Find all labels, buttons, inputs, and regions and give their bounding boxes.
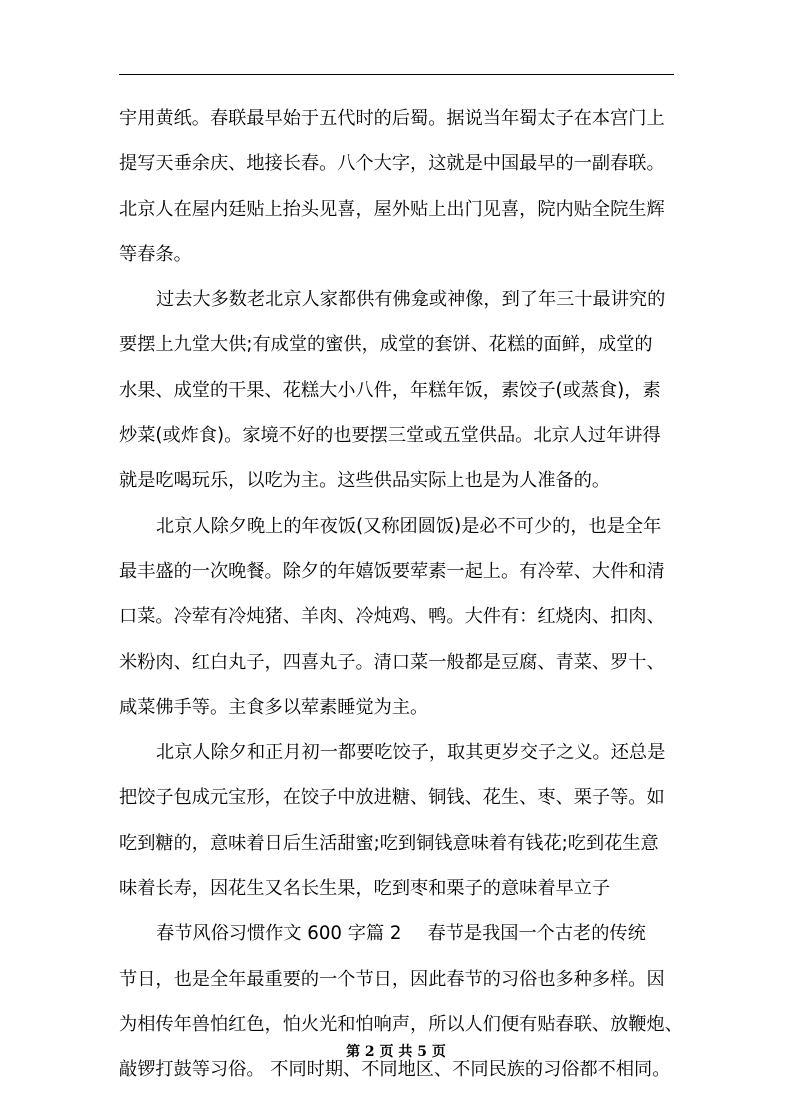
- text-line: 节日，也是全年最重要的一个节日，因此春节的习俗也多种多样。因: [119, 968, 665, 990]
- header-rule: [119, 74, 674, 75]
- text-line: 就是吃喝玩乐，以吃为主。这些供品实际上也是为人准备的。: [119, 470, 611, 492]
- text-line: 要摆上九堂大供;有成堂的蜜供，成堂的套饼、花糕的面鲜，成堂的: [119, 334, 653, 356]
- text-line: 敲锣打鼓等习俗。 不同时期、不同地区、不同民族的习俗都不相同。: [119, 1059, 671, 1081]
- section-heading: 春节风俗习惯作文 600 字篇 2: [156, 923, 402, 945]
- page-number-footer: 第 2 页 共 5 页: [346, 1044, 446, 1060]
- section-heading-line: [119, 911, 679, 956]
- text-line: 等春条。: [119, 243, 192, 265]
- text-line: 春节是我国一个古老的传统: [427, 923, 646, 945]
- text-line: 为相传年兽怕红色，怕火光和怕响声，所以人们便有贴春联、放鞭炮、: [119, 1013, 683, 1035]
- text-line: 米粉肉、红白丸子，四喜丸子。清口菜一般都是豆腐、青菜、罗十、: [119, 651, 665, 673]
- paragraph-first-line: 过去大多数老北京人家都供有佛龛或神像，到了年三十最讲究的: [156, 289, 666, 311]
- text-line: 最丰盛的一次晚餐。除夕的年嬉饭要荤素一起上。有冷荤、大件和清: [119, 560, 665, 582]
- text-line: 水果、成堂的干果、花糕大小八件，年糕年饭，素饺子(或蒸食)，素: [119, 379, 661, 401]
- text-line: 味着长寿，因花生又名长生果，吃到枣和栗子的意味着早立子: [119, 878, 611, 900]
- text-line: 宇用黄纸。春联最早始于五代时的后蜀。据说当年蜀太子在本宫门上: [119, 108, 665, 129]
- text-line: 咸菜佛手等。主食多以荤素睡觉为主。: [119, 696, 429, 718]
- text-line: 口菜。冷荤有冷炖猪、羊肉、冷炖鸡、鸭。大件有：红烧肉、扣肉、: [119, 606, 665, 628]
- text-line: 提写天垂余庆、地接长春。八个大字，这就是中国最早的一副春联。: [119, 153, 665, 175]
- text-line: 北京人在屋内廷贴上抬头见喜，屋外贴上出门见喜，院内贴全院生辉: [119, 198, 665, 220]
- text-line: 炒菜(或炸食)。家境不好的也要摆三堂或五堂供品。北京人过年讲得: [119, 425, 661, 447]
- body-text: [119, 96, 683, 1093]
- text-line: 把饺子包成元宝形，在饺子中放进糖、铜钱、花生、枣、栗子等。如: [119, 787, 665, 809]
- paragraph-first-line: 北京人除夕和正月初一都要吃饺子，取其更岁交子之义。还总是: [156, 742, 666, 764]
- paragraph-first-line: 北京人除夕晚上的年夜饭(又称团圆饭)是必不可少的，也是全年: [156, 515, 662, 537]
- text-line: 吃到糖的，意味着日后生活甜蜜;吃到铜钱意味着有钱花;吃到花生意: [119, 832, 659, 854]
